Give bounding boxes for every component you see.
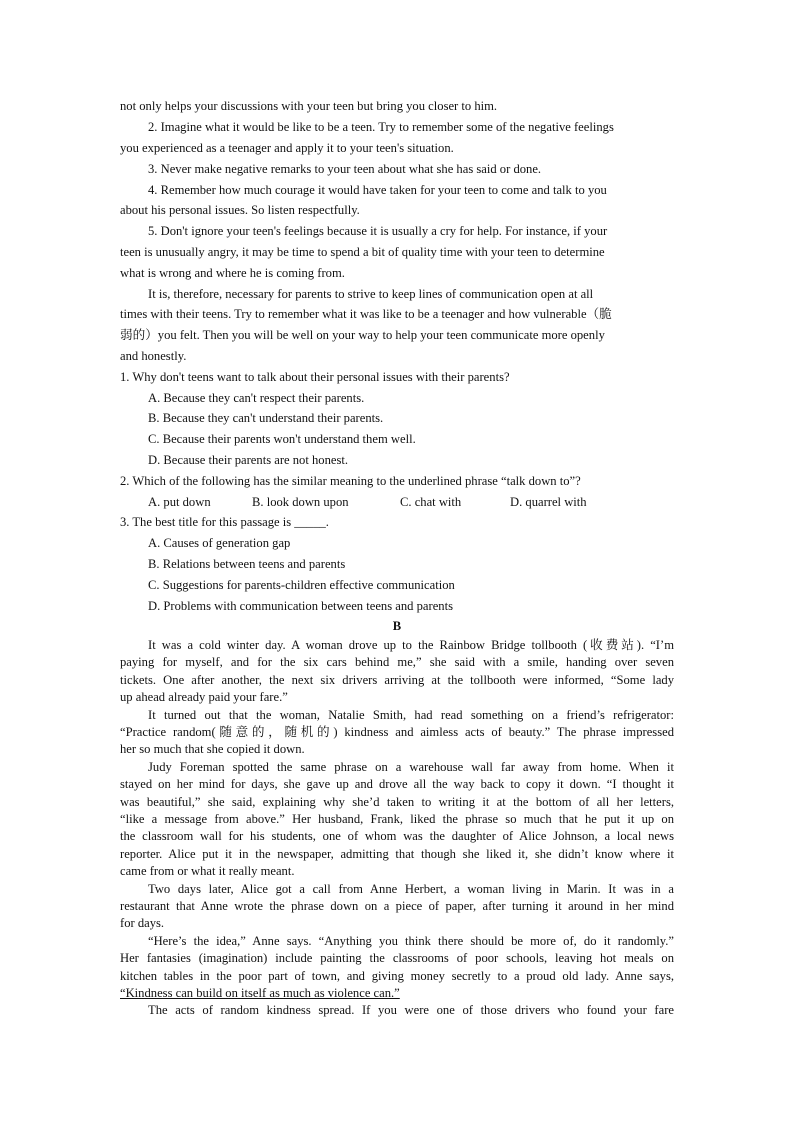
text-line: 5. Don't ignore your teen's feelings because it is usually a cry for help. For instance, if your: [148, 224, 608, 238]
text-line: It turned out that the woman, Natalie Smith, had read something on a friend’s refrigerator:: [148, 707, 674, 722]
question-1-option-c: C. Because their parents won't understand them well.: [148, 432, 416, 446]
question-2-stem: 2. Which of the following has the similar meaning to the underlined phrase “talk down to”?: [120, 474, 581, 488]
text-line: her so much that she copied it down.: [120, 742, 305, 757]
text-line: Two days later, Alice got a call from Anne Herbert, a woman living in Marin. It was in a: [148, 881, 674, 896]
text-line: the classroom wall for his students, one of whom was the daughter of Alice Johnson, a local news: [120, 829, 674, 844]
text-line: Judy Foreman spotted the same phrase on a warehouse wall far away from home. When it: [148, 759, 674, 774]
text-line: 弱的）you felt. Then you will be well on your way to help your teen communicate more openly: [120, 328, 605, 342]
text-line: kitchen tables in the poor part of town, and giving money secretly to a proud old lady. Anne says,: [120, 968, 674, 983]
text-line: what is wrong and where he is coming from.: [120, 266, 345, 280]
text-line: stayed on her mind for days, she gave up and drove all the way back to copy it down. “I thought it: [120, 777, 674, 792]
question-3-option-d: D. Problems with communication between teens and parents: [148, 599, 453, 613]
text-line: up ahead already paid your fare.”: [120, 690, 288, 705]
text-line: times with their teens. Try to remember what it was like to be a teenager and how vulnerable（脆: [120, 307, 612, 321]
question-1-option-d: D. Because their parents are not honest.: [148, 453, 349, 467]
text-line: for days.: [120, 916, 165, 931]
text-line: “Here’s the idea,” Anne says. “Anything you think there should be more of, do it randomly.”: [148, 933, 674, 948]
text-line: “Practice random(随意的，随机的) kindness and aimless acts of beauty.” The phrase impressed: [120, 725, 674, 739]
question-2-option-c: C. chat with: [400, 495, 462, 509]
text-line: tickets. One after another, the next six drivers arriving at the tollbooth were informed, “Some lady: [120, 672, 674, 687]
text-line: restaurant that Anne wrote the phrase down on a piece of paper, after turning it around in her mind: [120, 899, 674, 913]
text-line: not only helps your discussions with your teen but bring you closer to him.: [120, 99, 498, 113]
text-line: paying for myself, and for the six cars behind me,” she said with a smile, handing over seven: [120, 655, 674, 670]
text-line: and honestly.: [120, 349, 187, 363]
text-line: teen is unusually angry, it may be time to spend a bit of quality time with your teen to determine: [120, 245, 605, 259]
text-line: 2. Imagine what it would be like to be a teen. Try to remember some of the negative feelings: [148, 120, 614, 134]
text-line: It was a cold winter day. A woman drove up to the Rainbow Bridge tollbooth (收费站). “I’m: [148, 638, 674, 652]
text-line: about his personal issues. So listen respectfully.: [120, 203, 360, 217]
question-3-option-b: B. Relations between teens and parents: [148, 557, 346, 571]
text-line: was beautiful,” she said, explaining why she’d taken to writing it at the bottom of all her letters,: [120, 794, 674, 809]
text-line: The acts of random kindness spread. If you were one of those drivers who found your fare: [148, 1003, 674, 1018]
question-3-option-a: A. Causes of generation gap: [148, 536, 291, 550]
section-heading-b: B: [392, 619, 402, 633]
text-line: Her fantasies (imagination) include painting the classrooms of poor schools, leaving hot meals on: [120, 951, 674, 966]
question-2-option-b: B. look down upon: [252, 495, 349, 509]
question-2-option-d: D. quarrel with: [510, 495, 587, 509]
text-line: you experienced as a teenager and apply it to your teen's situation.: [120, 141, 454, 155]
text-line: 4. Remember how much courage it would have taken for your teen to come and talk to you: [148, 183, 607, 197]
text-line: “like a message from above.” Her husband, Frank, liked the phrase so much that he put it up on: [120, 812, 674, 826]
question-3-option-c: C. Suggestions for parents-children effective communication: [148, 578, 455, 592]
question-2-option-a: A. put down: [148, 495, 211, 509]
question-3-stem: 3. The best title for this passage is _____.: [120, 515, 329, 529]
question-1-option-a: A. Because they can't respect their parents.: [148, 391, 365, 405]
question-1-option-b: B. Because they can't understand their parents.: [148, 411, 384, 425]
underlined-sentence: “Kindness can build on itself as much as violence can.”: [120, 986, 400, 1000]
text-line: 3. Never make negative remarks to your teen about what she has said or done.: [148, 162, 542, 176]
question-1-stem: 1. Why don't teens want to talk about their personal issues with their parents?: [120, 370, 510, 384]
text-line: reporter. Alice put it in the newspaper, admitting that though she liked it, she didn’t know where it: [120, 846, 674, 861]
text-line: It is, therefore, necessary for parents to strive to keep lines of communication open at all: [148, 287, 594, 301]
text-line: came from or what it really meant.: [120, 864, 295, 879]
